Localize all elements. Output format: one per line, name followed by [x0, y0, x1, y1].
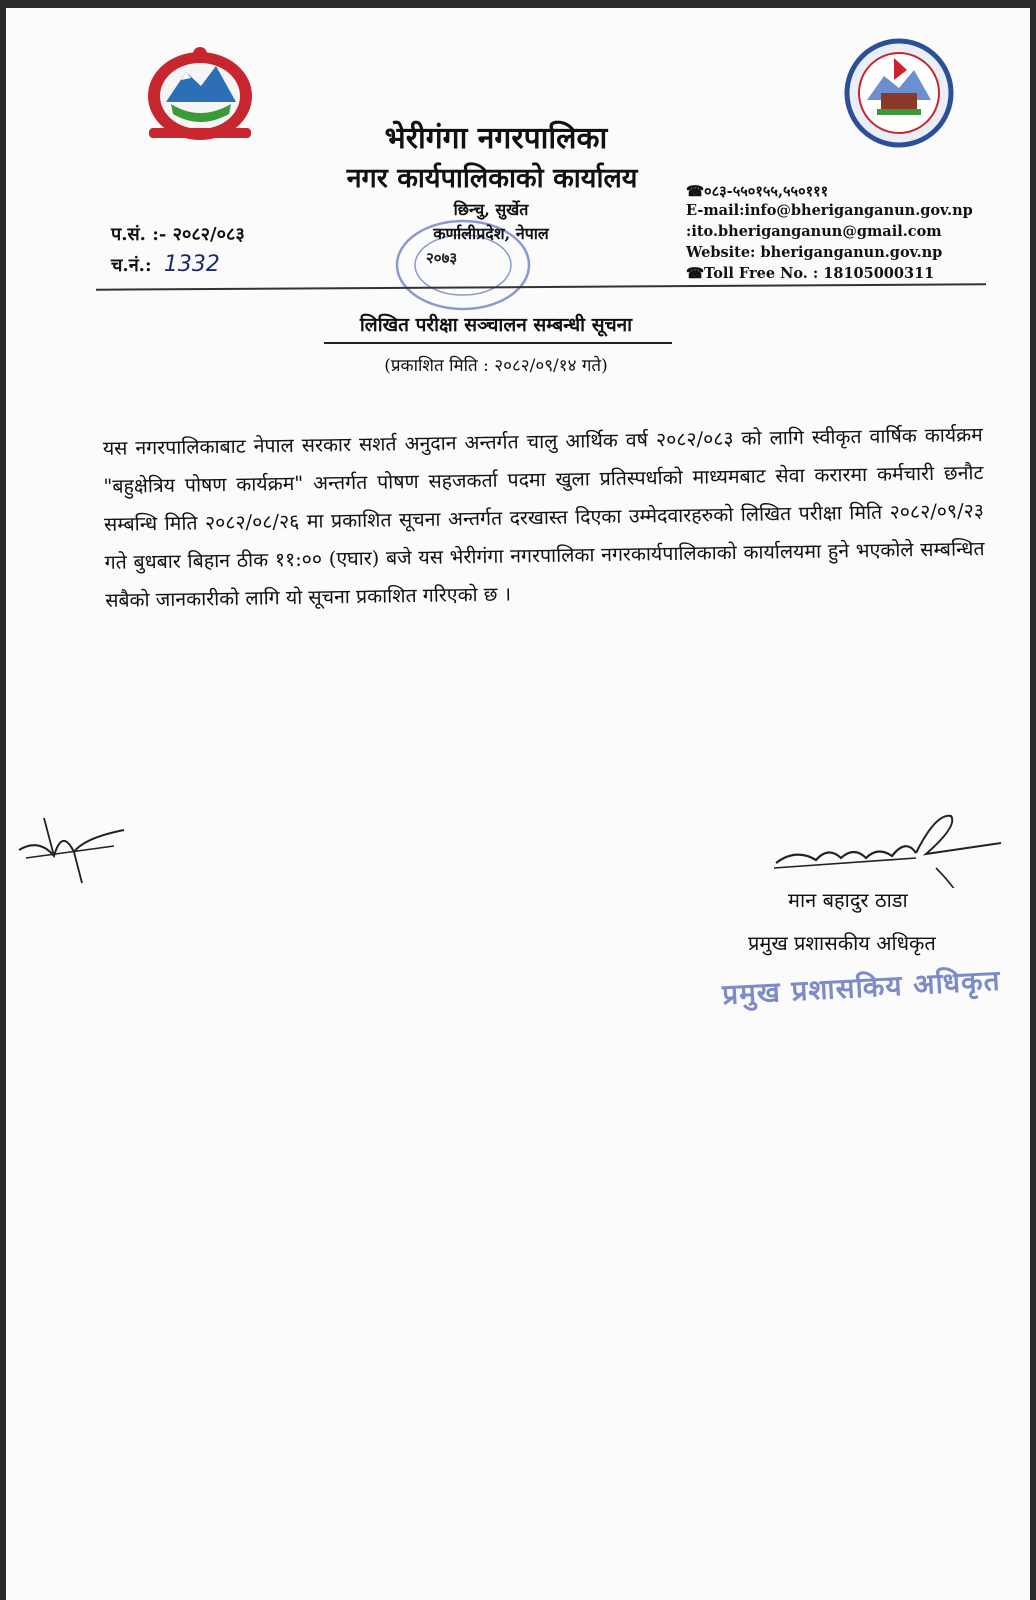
- designation-stamp: प्रमुख प्रशासकिय अधिकृत: [721, 963, 1002, 1012]
- published-date: (प्रकाशित मिति : २०८२/०९/१४ गते): [384, 356, 608, 376]
- address-city: छिन्चु, सुर्खेत: [453, 200, 529, 219]
- office-name: नगर कार्यपालिकाको कार्यालय: [346, 163, 638, 194]
- cn-label: च.नं.:: [111, 255, 152, 276]
- cn-value: 1332: [163, 252, 220, 277]
- nepal-emblem-icon: [141, 44, 259, 144]
- org-name: भेरीगंगा नगरपालिका: [384, 121, 608, 156]
- ps-label: प.सं. :-: [111, 224, 167, 245]
- dispatch-number: [111, 252, 220, 277]
- notice-page: [6, 8, 1030, 1600]
- address-province: कर्णालीप्रदेश, नेपाल: [433, 224, 549, 243]
- officer-signature-icon: [766, 808, 1006, 888]
- signatory-name: मान बहादुर ठाडा: [788, 888, 908, 912]
- initials-signature-icon: [14, 808, 134, 888]
- stamp-year: २०७३: [426, 249, 458, 267]
- header-divider: [96, 283, 986, 290]
- notice-subject: लिखित परीक्षा सञ्चालन सम्बन्धी सूचना: [359, 314, 633, 336]
- notice-body-text: यस नगरपालिकाबाट नेपाल सरकार सशर्त अनुदान अन्तर्गत चालु आर्थिक वर्ष २०८२/०८३ को लागि स्वीकृत वार्षिक कार्यक्रम "बहुक्षेत्रिय पोषण कार्यक्रम" अन्तर्गत पोषण सहजकर्ता पदमा खुला प्रतिस्पर्धाको माध्यमबाट सेवा करारमा कर्मचारी छनौट सम्बन्धि मिति २०८२/०८/२६ मा प्रकाशित सूचना अन्तर्गत दरखास्त दिएका उम्मेदवारहरुको लिखित परीक्षा मिति २०८२/०९/२३ गते बुधबार बिहान ठीक ११:०० (एघार) बजे यस भेरीगंगा नगरपालिका नगरकार्यपालिकाको कार्यालयमा हुने भएकोले सम्बन्धित सबैको जानकारीको लागि यो सूचना प्रकाशित गरिएको छ ।: [102, 423, 985, 612]
- contact-it-email: :ito.bheriganganun@gmail.com: [686, 223, 942, 240]
- contact-toll-free: ☎Toll Free No. : 18105000311: [686, 265, 935, 282]
- contact-email: E-mail:info@bheriganganun.gov.np: [686, 202, 973, 219]
- notice-body: [103, 416, 986, 620]
- municipality-logo-icon: [839, 38, 959, 148]
- reference-number: [111, 222, 245, 246]
- ps-value: २०८२/०८३: [172, 224, 245, 245]
- signatory-designation: प्रमुख प्रशासकीय अधिकृत: [748, 931, 936, 955]
- contact-phone: ☎०८३-५५०१५५,५५०१११: [686, 183, 829, 200]
- subject-underline: [324, 342, 672, 344]
- contact-website: Website: bheriganganun.gov.np: [686, 244, 943, 261]
